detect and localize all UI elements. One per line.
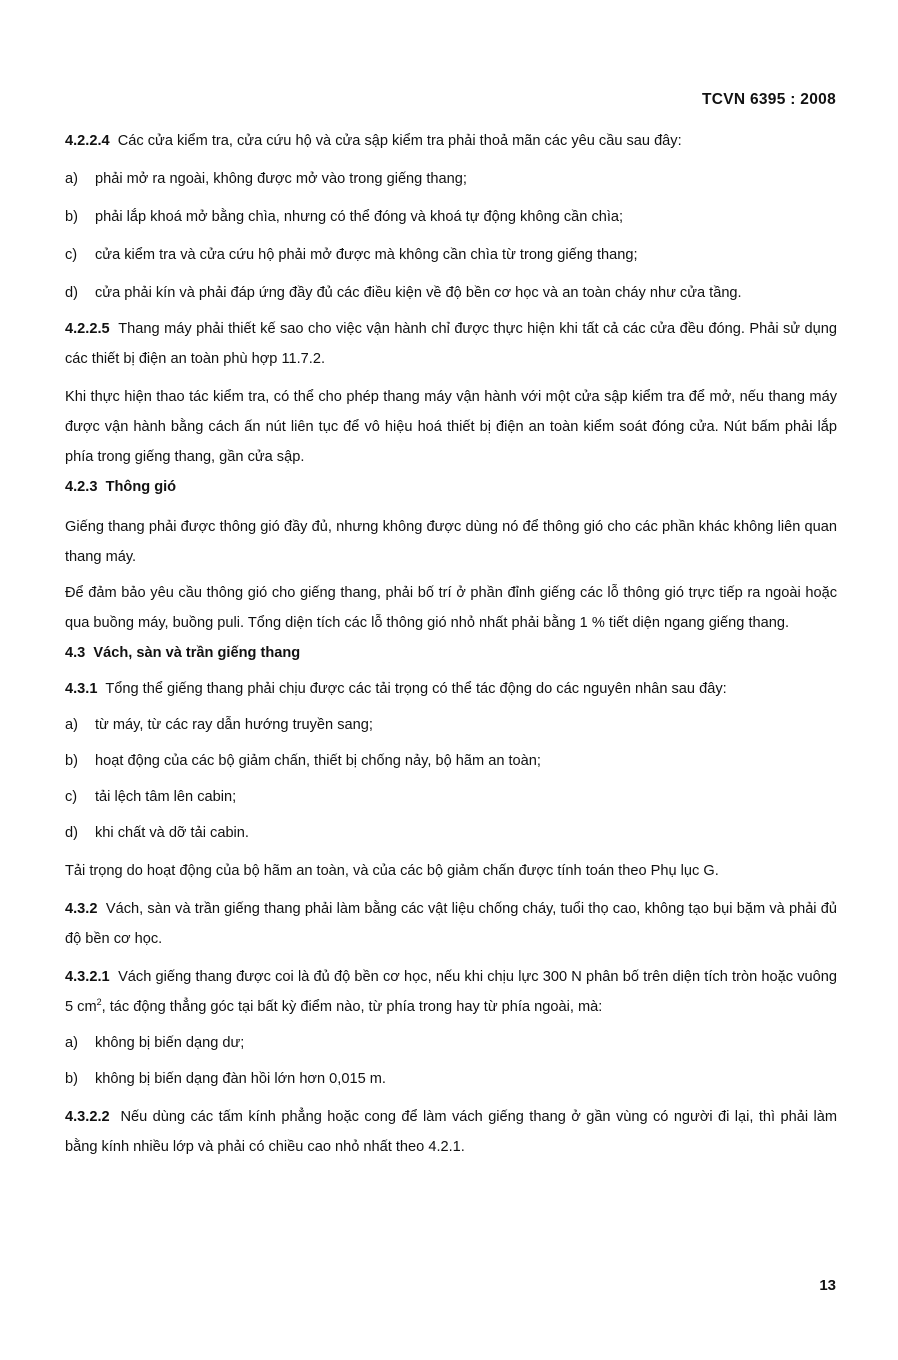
list-marker: b) xyxy=(65,1071,78,1087)
clause-4-3-2-1 xyxy=(65,962,837,1022)
list-text: không bị biến dạng đàn hồi lớn hơn 0,015 m. xyxy=(95,1071,386,1087)
list-marker: c) xyxy=(65,247,78,263)
list-item xyxy=(65,710,837,740)
section-number: 4.3 xyxy=(65,645,86,661)
clause-number: 4.2.2.4 xyxy=(65,133,110,149)
list-text: khi chất và dỡ tải cabin. xyxy=(95,825,249,841)
section-heading-4-2-3 xyxy=(65,472,837,502)
list-marker: d) xyxy=(65,285,78,301)
clause-text: Vách, sàn và trần giếng thang phải làm bằng các vật liệu chống cháy, tuổi thọ cao, không tạo bụi bặm và phải đủ độ bền cơ học. xyxy=(65,901,837,947)
clause-number: 4.3.2 xyxy=(65,901,98,917)
document-body xyxy=(65,126,837,1162)
clause-4-2-2-4 xyxy=(65,126,837,156)
section-title: Thông gió xyxy=(105,479,177,495)
list-text: phải mở ra ngoài, không được mở vào trong giếng thang; xyxy=(95,171,467,187)
section-title: Vách, sàn và trần giếng thang xyxy=(93,645,301,661)
page-number: 13 xyxy=(819,1277,836,1294)
clause-text: Thang máy phải thiết kế sao cho việc vận hành chỉ được thực hiện khi tất cả các cửa đều đóng. Phải sử dụng các thiết bị điện an toàn phù hợp 11.7.2. xyxy=(65,321,837,367)
paragraph: Giếng thang phải được thông gió đầy đủ, nhưng không được dùng nó để thông gió cho các phần khác không liên quan thang máy. xyxy=(65,519,837,565)
list-4-3-2-1 xyxy=(65,1028,837,1094)
list-text: phải lắp khoá mở bằng chìa, nhưng có thể đóng và khoá tự động không cần chìa; xyxy=(95,209,624,225)
clause-number: 4.3.1 xyxy=(65,681,98,697)
paragraph: Để đảm bảo yêu cầu thông gió cho giếng thang, phải bố trí ở phần đỉnh giếng các lỗ thông gió trực tiếp ra ngoài hoặc qua buồng máy, buồng puli. Tổng diện tích các lỗ thông gió nhỏ nhất phải bằng 1 % tiết diện ngang giếng thang. xyxy=(65,585,837,631)
list-text: không bị biến dạng dư; xyxy=(95,1035,245,1051)
clause-text: Các cửa kiểm tra, cửa cứu hộ và cửa sập kiểm tra phải thoả mãn các yêu cầu sau đây: xyxy=(117,133,682,149)
clause-text: Nếu dùng các tấm kính phẳng hoặc cong để làm vách giếng thang ở gần vùng có người đi lại, thì phải làm bằng kính nhiều lớp và phải có chiều cao nhỏ nhất theo 4.2.1. xyxy=(65,1109,837,1155)
paragraph: Khi thực hiện thao tác kiểm tra, có thể cho phép thang máy vận hành với một cửa sập kiểm tra để mở, nếu thang máy được vận hành bằng cách ấn nút liên tục để vô hiệu hoá thiết bị điện an toàn kiểm soát đóng cửa. Nút bấm phải lắp phía trong giếng thang, gần cửa sập. xyxy=(65,389,837,465)
standard-code: TCVN 6395 : 2008 xyxy=(701,91,836,108)
section-heading-4-3 xyxy=(65,638,837,668)
list-4-3-1 xyxy=(65,710,837,848)
list-item xyxy=(65,818,837,848)
list-marker: a) xyxy=(65,171,78,187)
list-text: cửa phải kín và phải đáp ứng đầy đủ các điều kiện về độ bền cơ học và an toàn cháy như cửa tầng. xyxy=(95,285,742,301)
clause-4-2-2-5 xyxy=(65,314,837,374)
list-item xyxy=(65,1028,837,1058)
clause-number: 4.3.2.2 xyxy=(65,1109,110,1125)
list-item xyxy=(65,164,837,194)
list-marker: b) xyxy=(65,753,78,769)
section-number: 4.2.3 xyxy=(65,479,98,495)
list-marker: b) xyxy=(65,209,78,225)
list-item xyxy=(65,240,837,270)
list-item xyxy=(65,782,837,812)
list-text: tải lệch tâm lên cabin; xyxy=(95,789,237,805)
list-text: cửa kiểm tra và cửa cứu hộ phải mở được mà không cần chìa từ trong giếng thang; xyxy=(95,247,638,263)
paragraph: Tải trọng do hoạt động của bộ hãm an toàn, và của các bộ giảm chấn được tính toán theo Phụ lục G. xyxy=(65,863,719,879)
list-item xyxy=(65,1064,837,1094)
list-item xyxy=(65,202,837,232)
superscript: 2 xyxy=(96,997,102,1008)
clause-number: 4.2.2.5 xyxy=(65,321,110,337)
list-item xyxy=(65,746,837,776)
list-marker: a) xyxy=(65,1035,78,1051)
clause-4-3-2-2 xyxy=(65,1102,837,1162)
list-4-2-2-4 xyxy=(65,164,837,308)
clause-4-3-2 xyxy=(65,894,837,954)
clause-text-continued: , tác động thẳng góc tại bất kỳ điểm nào, từ phía trong hay từ phía ngoài, mà: xyxy=(101,999,603,1015)
list-marker: a) xyxy=(65,717,78,733)
clause-text: Tổng thể giếng thang phải chịu được các tải trọng có thể tác động do các nguyên nhân sau đây: xyxy=(105,681,727,697)
list-marker: d) xyxy=(65,825,78,841)
clause-number: 4.3.2.1 xyxy=(65,969,110,985)
list-marker: c) xyxy=(65,789,78,805)
list-text: hoạt động của các bộ giảm chấn, thiết bị chống nảy, bộ hãm an toàn; xyxy=(95,753,541,769)
list-item xyxy=(65,278,837,308)
clause-4-3-1 xyxy=(65,674,837,704)
list-text: từ máy, từ các ray dẫn hướng truyền sang; xyxy=(95,717,373,733)
clause-text: Vách giếng thang được coi là đủ độ bền cơ học, nếu khi chịu lực 300 N phân bố trên diện tích tròn hoặc vuông 5 cm xyxy=(65,969,838,1015)
